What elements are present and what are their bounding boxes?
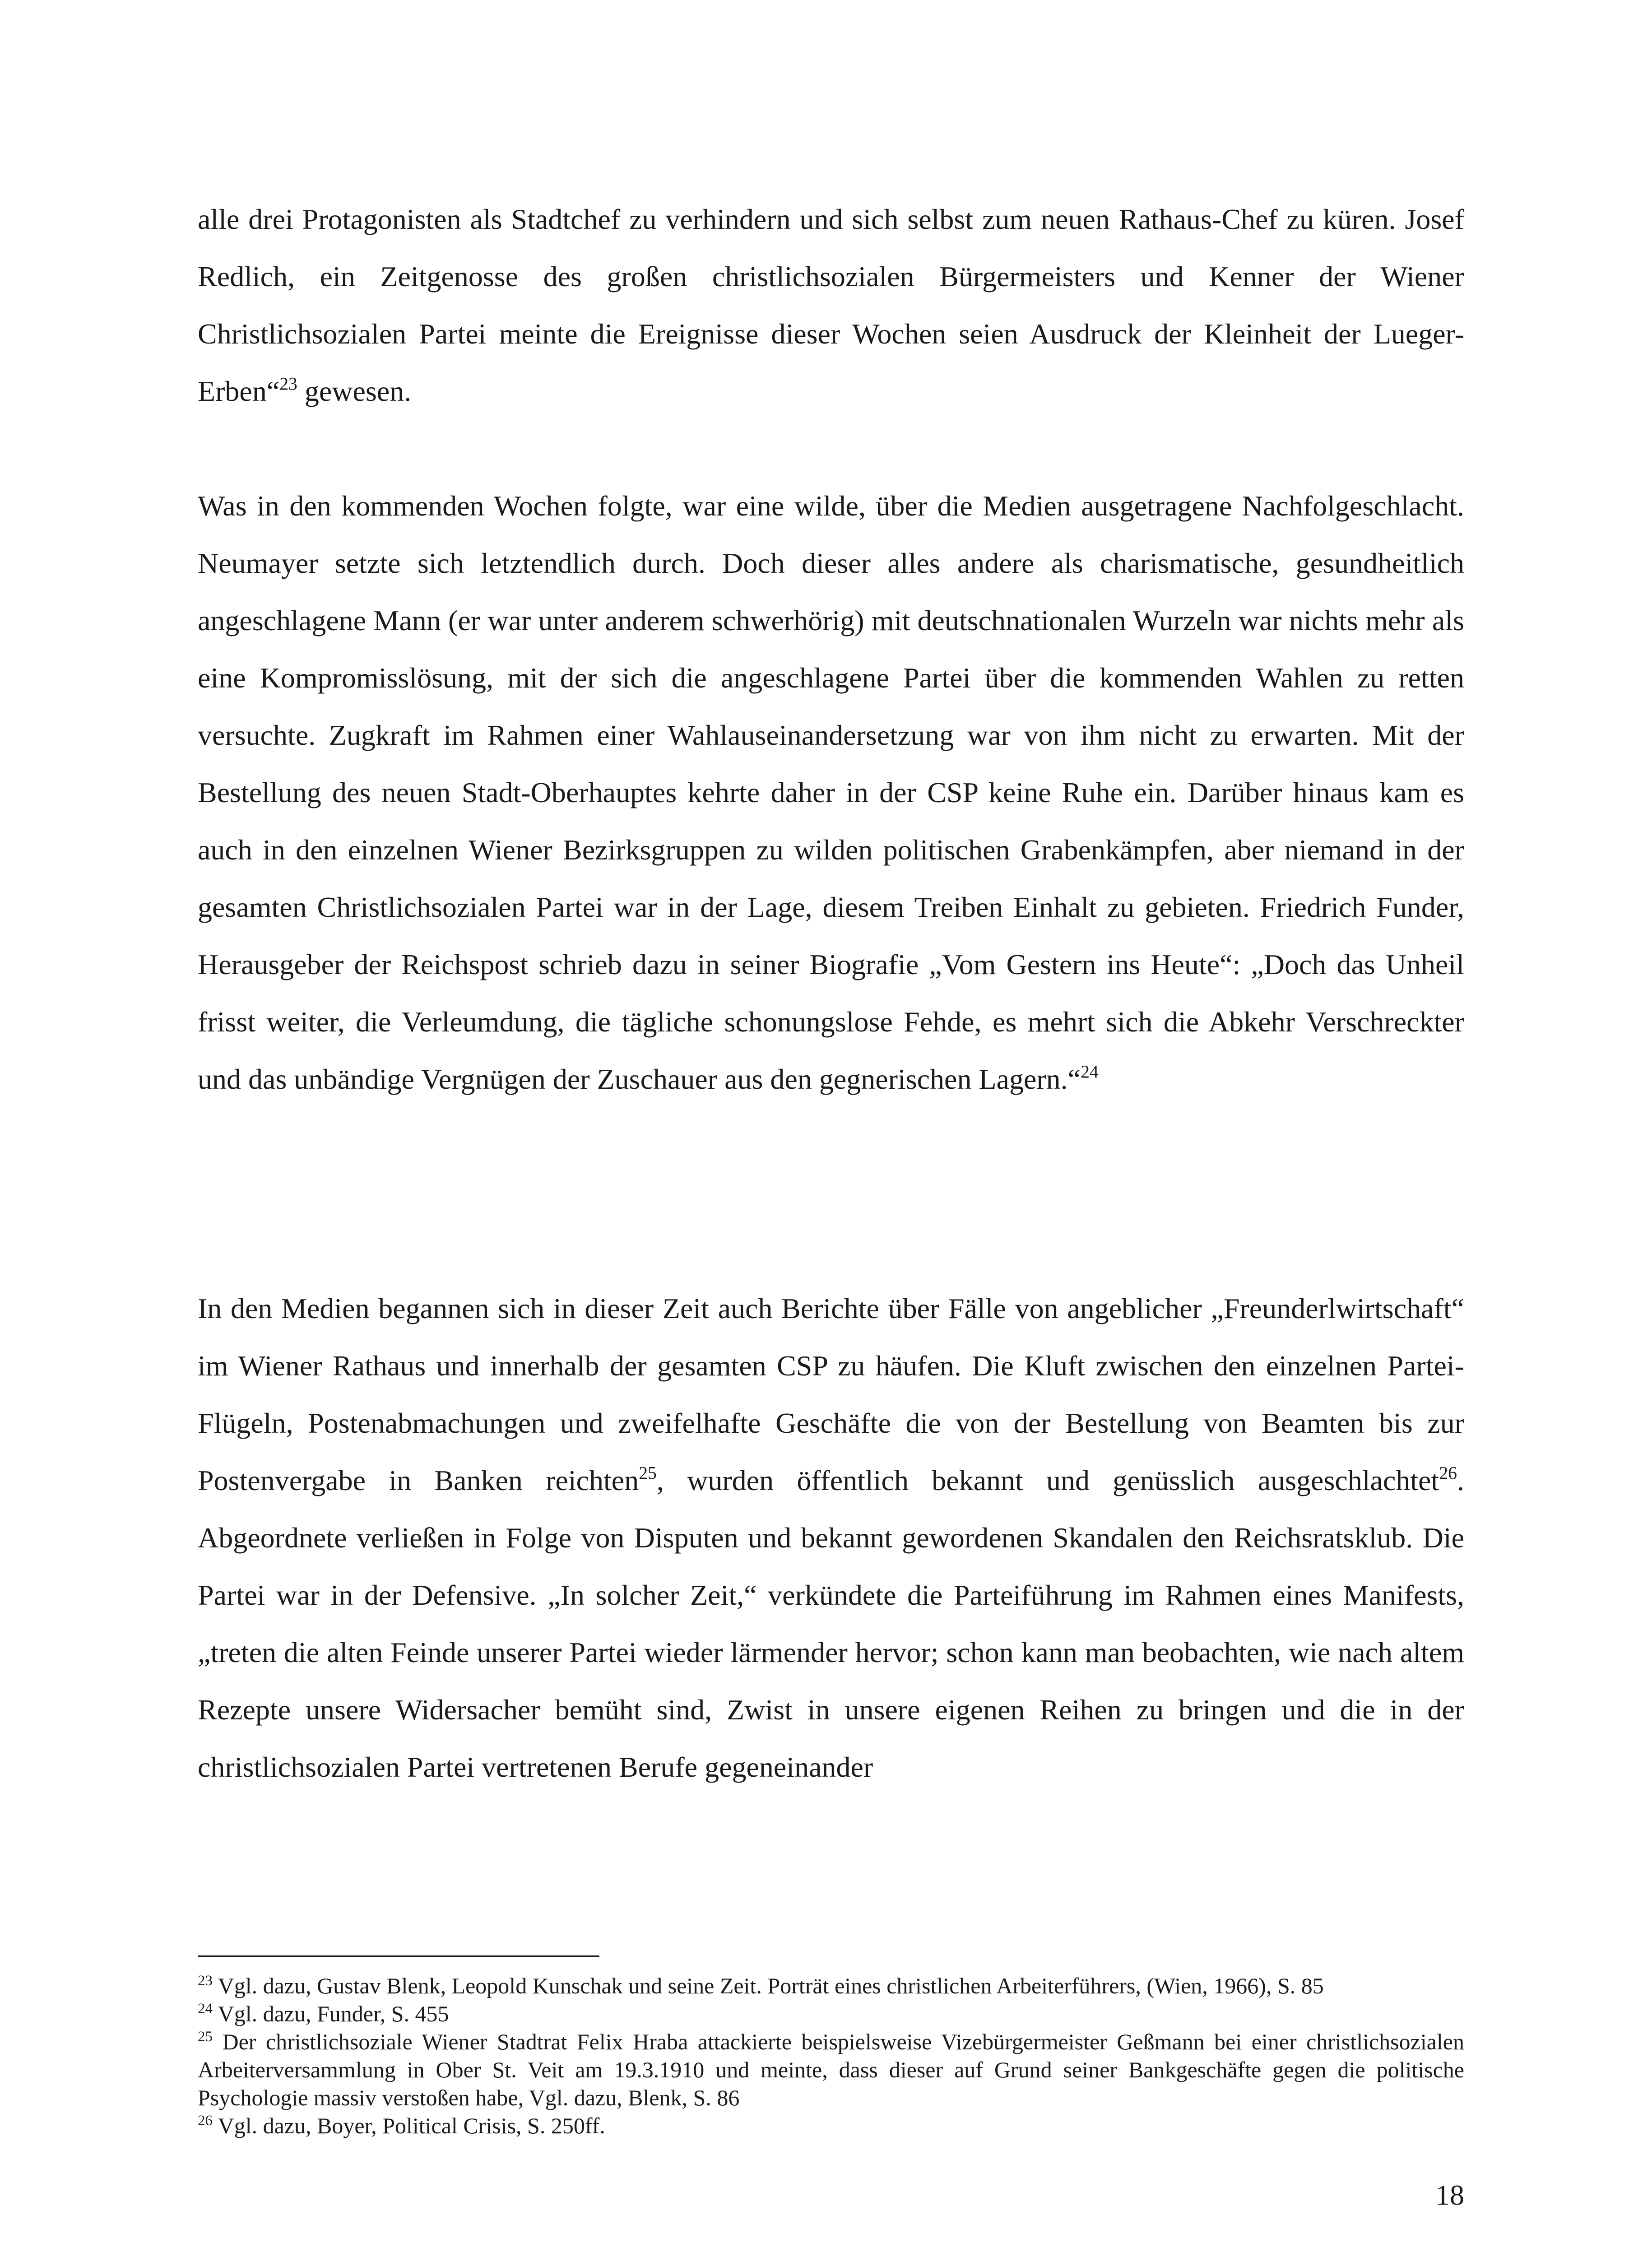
footnote-23	[198, 1972, 1464, 2000]
body-paragraph-2	[198, 477, 1464, 1108]
text-segment: gewesen.	[297, 375, 412, 407]
footnote-26	[198, 2112, 1464, 2140]
body-paragraph-1	[198, 190, 1464, 420]
text-segment: . Abgeordnete verließen in Folge von Disputen und bekannt gewordenen Skandalen den Reichsratsklub. Die Partei war in der Defensive. „In solcher Zeit,“ verkündete die Parteiführung im Rahmen eines Manifests, „treten die alten Feinde unserer Partei wieder lärmender hervor; schon kann man beobachten, wie nach altem Rezepte unsere Widersacher bemüht sind, Zwist in unsere eigenen Reihen zu bringen und die in der christlichsozialen Partei vertretenen Berufe gegeneinander	[198, 1464, 1465, 1783]
page-number: 18	[1435, 2179, 1464, 2211]
footnote-number: 26	[198, 2112, 213, 2129]
footnotes-section	[198, 1972, 1464, 2140]
footnote-reference: 24	[1081, 1062, 1099, 1082]
footnote-number: 24	[198, 2000, 213, 2017]
footnote-text: Der christlichsoziale Wiener Stadtrat Felix Hraba attackierte beispielsweise Vizebürgermeister Geßmann bei einer christlichsozialen Arbeiterversammlung in Ober St. Veit am 19.3.1910 und meinte, dass dieser auf Grund seiner Bankgeschäfte gegen die politische Psychologie massiv verstoßen habe, Vgl. dazu, Blenk, S. 86	[198, 2029, 1464, 2110]
text-segment: In den Medien begannen sich in dieser Zeit auch Berichte über Fälle von angeblicher „Freunderlwirtschaft“ im Wiener Rathaus und innerhalb der gesamten CSP zu häufen. Die Kluft zwischen den einzelnen Partei-Flügeln, Postenabmachungen und zweifelhafte Geschäfte die von der Bestellung von Beamten bis zur Postenvergabe in Banken reichten	[198, 1292, 1464, 1496]
text-segment: Was in den kommenden Wochen folgte, war eine wilde, über die Medien ausgetragene Nachfolgeschlacht. Neumayer setzte sich letztendlich durch. Doch dieser alles andere als charismatische, gesundheitlich angeschlagene Mann (er war unter anderem schwerhörig) mit deutschnationalen Wurzeln war nichts mehr als eine Kompromisslösung, mit der sich die angeschlagene Partei über die kommenden Wahlen zu retten versuchte. Zugkraft im Rahmen einer Wahlauseinandersetzung war von ihm nicht zu erwarten. Mit der Bestellung des neuen Stadt-Oberhauptes kehrte daher in der CSP keine Ruhe ein. Darüber hinaus kam es auch in den einzelnen Wiener Bezirksgruppen zu wilden politischen Grabenkämpfen, aber niemand in der gesamten Christlichsozialen Partei war in der Lage, diesem Treiben Einhalt zu gebieten. Friedrich Funder, Herausgeber der Reichspost schrieb dazu in seiner Biografie „Vom Gestern ins Heute“: „Doch das Unheil frisst weiter, die Verleumdung, die tägliche schonungslose Fehde, es mehrt sich die Abkehr Verschreckter und das unbändige Vergnügen der Zuschauer aus den gegnerischen Lagern.“	[198, 490, 1464, 1095]
footnote-text: Vgl. dazu, Funder, S. 455	[213, 2001, 449, 2026]
text-segment: alle drei Protagonisten als Stadtchef zu verhindern und sich selbst zum neuen Rathaus-Chef zu küren. Josef Redlich, ein Zeitgenosse des großen christlichsozialen Bürgermeisters und Kenner der Wiener Christlichsozialen Partei meinte die Ereignisse dieser Wochen seien Ausdruck der Kleinheit der Lueger-Erben“	[198, 203, 1464, 407]
footnote-text: Vgl. dazu, Boyer, Political Crisis, S. 250ff.	[213, 2113, 605, 2138]
footnote-24	[198, 2000, 1464, 2028]
footnote-separator	[198, 1955, 599, 1957]
footnote-number: 25	[198, 2028, 213, 2045]
footnote-text: Vgl. dazu, Gustav Blenk, Leopold Kunschak und seine Zeit. Porträt eines christlichen Arbeiterführers, (Wien, 1966), S. 85	[213, 1973, 1324, 1998]
footnote-reference: 23	[279, 374, 297, 394]
body-paragraph-3	[198, 1280, 1464, 1796]
footnote-reference: 25	[639, 1463, 657, 1483]
footnote-reference: 26	[1439, 1463, 1457, 1483]
footnote-number: 23	[198, 1972, 213, 1989]
footnote-25	[198, 2028, 1464, 2112]
text-segment: , wurden öffentlich bekannt und genüsslich ausgeschlachtet	[656, 1464, 1439, 1496]
